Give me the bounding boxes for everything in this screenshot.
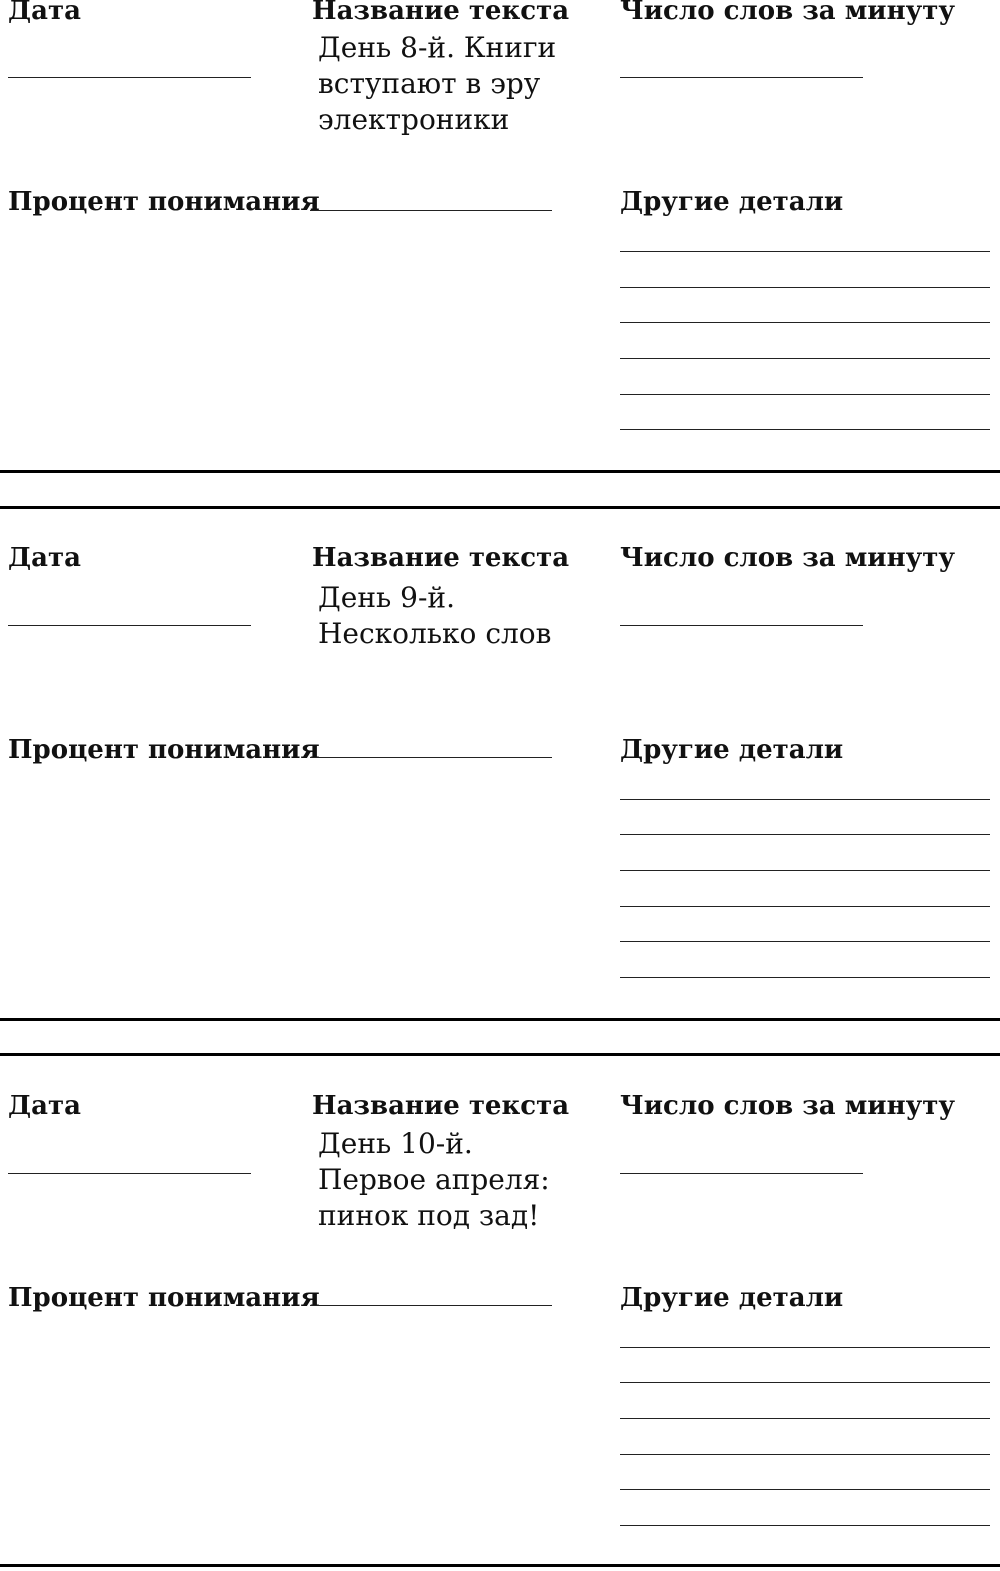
date-label: Дата bbox=[8, 1091, 81, 1121]
details-line[interactable] bbox=[620, 977, 990, 978]
text-title-line: Несколько слов bbox=[318, 617, 552, 650]
comprehension-label: Процент понимания bbox=[8, 187, 320, 217]
text-title-label: Название текста bbox=[312, 0, 570, 26]
wpm-blank[interactable] bbox=[620, 77, 863, 78]
text-title-line: День 9-й. bbox=[318, 581, 455, 614]
comprehension-blank[interactable] bbox=[310, 757, 552, 758]
comprehension-blank[interactable] bbox=[310, 210, 552, 211]
comprehension-blank[interactable] bbox=[310, 1305, 552, 1306]
details-line[interactable] bbox=[620, 287, 990, 288]
details-line[interactable] bbox=[620, 251, 990, 252]
details-line[interactable] bbox=[620, 358, 990, 359]
block-divider bbox=[0, 1018, 1000, 1021]
details-line[interactable] bbox=[620, 1347, 990, 1348]
wpm-blank[interactable] bbox=[620, 1173, 863, 1174]
details-line[interactable] bbox=[620, 906, 990, 907]
text-title-line: пинок под зад! bbox=[318, 1199, 540, 1232]
details-line[interactable] bbox=[620, 799, 990, 800]
date-blank[interactable] bbox=[8, 1173, 251, 1174]
comprehension-label: Процент понимания bbox=[8, 1283, 320, 1313]
details-label: Другие детали bbox=[620, 735, 844, 765]
text-title-label: Название текста bbox=[312, 543, 570, 573]
block-divider bbox=[0, 470, 1000, 473]
wpm-blank[interactable] bbox=[620, 625, 863, 626]
details-line[interactable] bbox=[620, 870, 990, 871]
block-divider bbox=[0, 1053, 1000, 1056]
date-label: Дата bbox=[8, 0, 81, 26]
wpm-label: Число слов за минуту bbox=[620, 1091, 955, 1121]
details-line[interactable] bbox=[620, 1525, 990, 1526]
date-label: Дата bbox=[8, 543, 81, 573]
wpm-label: Число слов за минуту bbox=[620, 543, 955, 573]
block-divider bbox=[0, 506, 1000, 509]
block-divider bbox=[0, 1564, 1000, 1567]
details-line[interactable] bbox=[620, 834, 990, 835]
details-line[interactable] bbox=[620, 1489, 990, 1490]
details-label: Другие детали bbox=[620, 1283, 844, 1313]
text-title-line: Первое апреля: bbox=[318, 1163, 550, 1196]
text-title-line: электроники bbox=[318, 103, 510, 136]
text-title-value bbox=[318, 1126, 618, 1234]
date-blank[interactable] bbox=[8, 625, 251, 626]
details-line[interactable] bbox=[620, 322, 990, 323]
details-line[interactable] bbox=[620, 394, 990, 395]
date-blank[interactable] bbox=[8, 77, 251, 78]
text-title-line: День 8-й. Книги bbox=[318, 31, 557, 64]
details-line[interactable] bbox=[620, 1418, 990, 1419]
comprehension-label: Процент понимания bbox=[8, 735, 320, 765]
text-title-label: Название текста bbox=[312, 1091, 570, 1121]
text-title-line: День 10-й. bbox=[318, 1127, 473, 1160]
text-title-value bbox=[318, 580, 618, 652]
wpm-label: Число слов за минуту bbox=[620, 0, 955, 26]
details-line[interactable] bbox=[620, 1382, 990, 1383]
details-line[interactable] bbox=[620, 429, 990, 430]
text-title-value bbox=[318, 30, 618, 138]
text-title-line: вступают в эру bbox=[318, 67, 541, 100]
details-line[interactable] bbox=[620, 1454, 990, 1455]
details-label: Другие детали bbox=[620, 187, 844, 217]
details-line[interactable] bbox=[620, 941, 990, 942]
